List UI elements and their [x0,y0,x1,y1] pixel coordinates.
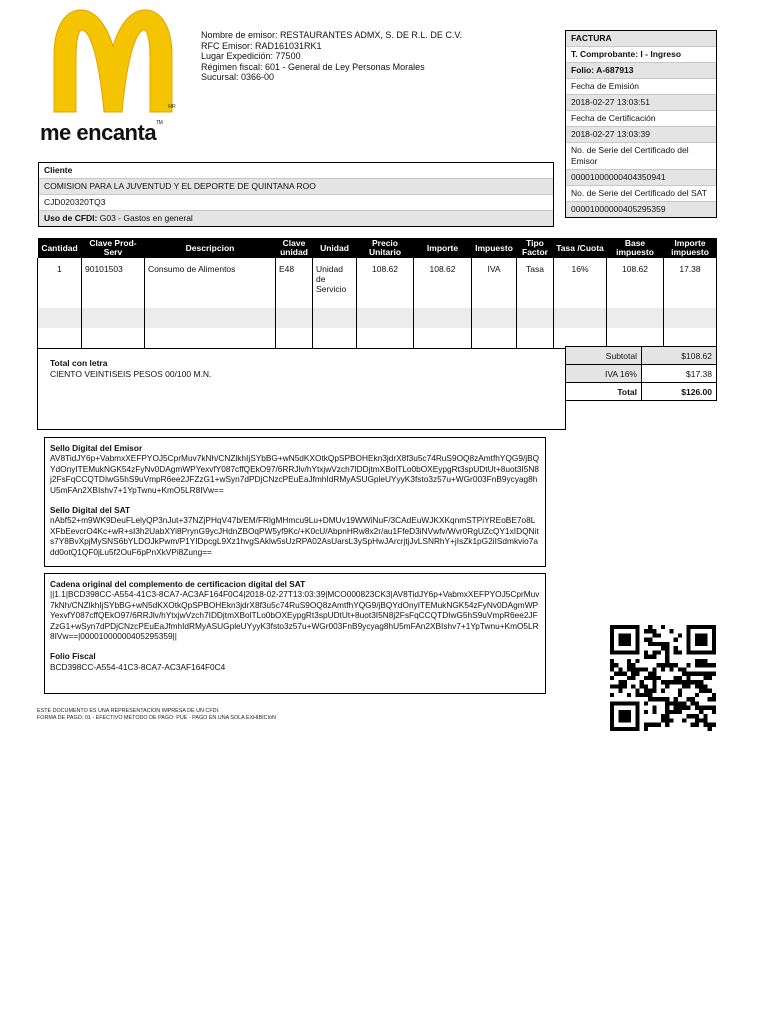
sello-sat: nAbf52+m9WK9DeuFLelyQP3nJut+37NZjPHqV47b/EM/FRlgMHmcu9Lu+DMUv19WWiNuF/3CAdEuWJKXKqnmSTPiYREoBE7o8LXFbEevcrO4Kc+wR+sI3h2UabXYi8PrynG9ycJHdnZBOqPW5yf9Kc/+K0cU/AbpnHRw8x2r/au1FfeD3iNVwfv/Wvr0RgUZcQY1xIDQNits7Y8BvXpjMySNS6bYLDOJkPwm/P1YIDpcgL9Xz1hvgSAklw5sUzRPA02AsUarsL3ySpHwJArcrjtjJvLSNRhY+jIsZk1pG2iISdmkvio7add0otQ1QF0jLu5f2OuF6pPnXkVPi8Zung== [50,515,539,557]
totals-table [565,346,717,401]
folio-fiscal-label: Folio Fiscal [50,651,96,662]
serie-emisor: 00001000000404350941 [566,170,716,186]
iva-label: IVA 16% [566,365,642,383]
subtotal-label: Subtotal [566,347,642,365]
serie-sat-label: No. de Serie del Certificado del SAT [566,186,716,202]
table-row-empty [38,308,717,328]
table-row [38,258,717,308]
svg-text:MR: MR [168,104,176,110]
subtotal-value: $108.62 [642,347,717,365]
factura-folio: Folio: A-687913 [566,63,716,79]
fecha-emision-label: Fecha de Emisión [566,79,716,95]
col-importe-impuesto: Importe impuesto [664,238,717,258]
golden-arches-logo [48,8,178,116]
col-base-impuesto: Base impuesto [607,238,664,258]
factura-comprobante: T. Comprobante: I - Ingreso [566,47,716,63]
cliente-title: Cliente [39,163,553,179]
uso-cfdi [39,211,553,226]
col-clave-unidad: Clave unidad [276,238,313,258]
col-tasa-cuota: Tasa /Cuota [554,238,607,258]
cliente-box [38,162,554,227]
logo-wordmark: me encanta [40,120,157,145]
col-descripcion: Descripcion [145,238,276,258]
total-value: $126.00 [642,383,717,401]
total-letra-label: Total con letra [50,358,108,368]
fecha-certificacion: 2018-02-27 13:03:39 [566,127,716,143]
sellos-box [44,437,546,567]
cadena-box [44,573,546,694]
qr-code-icon [610,624,716,732]
sello-emisor: AV8TidJY6p+VabmxXEFPYOJ5CprMuv7kNh/CNZlkhIjSYbBG+wN5dKXOtkQpSPBOHEkn3jdrX8f3u5c74RuS9OQ8zAmtfhYQG9/jBQYdOnyITEMukNGK54zFyNv0DAgmWPYexvfY087cffQEkO97/6RRJlv/hYtxjwVzch7IDDjtmXBolTLo0bOXEypgRt3spUDtUt+8uot3I5N8j2FsFqCCQTDIwG5hS9uVmpR6ee2JFZzG1+wSyn7dPDjCNzcPEuEaJfmhIdRMyASUGpleUYyyK3fsto3z57u+WGr003FnB9ycyag8hU5mFAn2XBIshv7+1YpTwnu+KmO5LR8IVw== [50,453,540,495]
cell-descripcion: Consumo de Alimentos [145,258,276,308]
total-row [566,383,717,401]
footer-line-1: ESTE DOCUMENTO ES UNA REPRESENTACION IMPRESA DE UN CFDI. [37,708,220,714]
col-tipo-factor: Tipo Factor [517,238,554,258]
emisor-sucursal: Sucursal: 0366-00 [201,72,275,83]
emisor-nombre: Nombre de emisor: RESTAURANTES ADMX, S. DE R.L. DE C.V. [201,30,463,40]
logo-trademark: TM [156,120,163,126]
serie-sat: 00001000000405295359 [566,202,716,217]
emisor-info [201,30,541,83]
total-letra-value: CIENTO VEINTISEIS PESOS 00/100 M.N. [50,369,212,379]
uso-cfdi-label: Uso de CFDI: [44,213,98,223]
cell-impuesto: IVA [472,258,517,308]
cadena-value: ||1.1|BCD398CC-A554-41C3-8CA7-AC3AF164F0C4|2018-02-27T13:03:39|MCO000823CK3|AV8TidJY6p+VabmxXEFPYOJ5CprMuv7kNh/CNZlkhIjSYbBG+wN5dKXOtkQpSPBOHEkn3jdrX8f3u5c74RuS9OQ8zAmtfhYQG9/jBQYdOnyITEMukNGK54zFyNv0DAgmWPYexvfY087cffQEkO97/6RRJlv/hYtxjwVzch7IDDjtmXBolTLo0bOXEypgRt3spUDtUt+8uot3I5N8j2FsFqCCQTDIwG5hS9uVmpR6ee2JFZzG1+wSyn7dPDjCNzcPEuEaJfmhIdRMyASUGpleUYyyK3fsto3z57u+WGr003FnB9ycyag8hU5mFAn2XBIshv7+1YpTwnu+KmO5LR8IVw==|00001000000405295359|| [50,589,540,642]
col-importe: Importe [414,238,472,258]
col-cantidad: Cantidad [38,238,82,258]
emisor-regimen: Régimen fiscal: 601 - General de Ley Personas Morales [201,61,425,72]
iva-row [566,365,717,383]
uso-cfdi-value: G03 - Gastos en general [97,213,193,223]
factura-title: FACTURA [566,31,716,47]
cell-precio-unitario: 108.62 [357,258,414,308]
cell-tasa-cuota: 16% [554,258,607,308]
cell-importe-impuesto: 17.38 [664,258,717,308]
folio-fiscal: BCD398CC-A554-41C3-8CA7-AC3AF164F0C4 [50,661,226,672]
emisor-rfc: RFC Emisor: RAD161031RK1 [201,40,322,51]
cliente-nombre: COMISION PARA LA JUVENTUD Y EL DEPORTE DE QUINTANA ROO [39,179,553,195]
col-clave-prod-serv: Clave Prod-Serv [82,238,145,258]
cell-cantidad: 1 [38,258,82,308]
col-precio-unitario: Precio Unitario [357,238,414,258]
footer-note [37,708,276,722]
cell-tipo-factor: Tasa [517,258,554,308]
col-impuesto: Impuesto [472,238,517,258]
iva-value: $17.38 [642,365,717,383]
cell-clave-prod-serv: 90101503 [82,258,145,308]
cliente-rfc: CJD020320TQ3 [39,195,553,211]
total-letra-box [37,346,566,430]
total-label: Total [566,383,642,401]
factura-box [565,30,717,218]
cell-unidad: Unidad de Servicio [313,258,357,308]
cadena-label: Cadena original del complemento de certificacion digital del SAT [50,579,306,589]
fecha-certificacion-label: Fecha de Certificación [566,111,716,127]
fecha-emision: 2018-02-27 13:03:51 [566,95,716,111]
items-table [37,238,717,349]
sello-emisor-label: Sello Digital del Emisor [50,443,143,453]
subtotal-row [566,347,717,365]
serie-emisor-label: No. de Serie del Certificado del Emisor [566,143,716,170]
items-header-row [38,238,717,258]
logo-text [40,120,162,146]
emisor-lugar: Lugar Expedición: 77500 [201,51,301,62]
footer-line-2: FORMA DE PAGO: 01 - EFECTIVO METODO DE PAGO: PUE - PAGO EN UNA SOLA EXHIBICIóN [37,715,276,721]
sello-sat-label: Sello Digital del SAT [50,505,131,516]
cell-importe: 108.62 [414,258,472,308]
cell-base-impuesto: 108.62 [607,258,664,308]
col-unidad: Unidad [313,238,357,258]
cell-clave-unidad: E48 [276,258,313,308]
